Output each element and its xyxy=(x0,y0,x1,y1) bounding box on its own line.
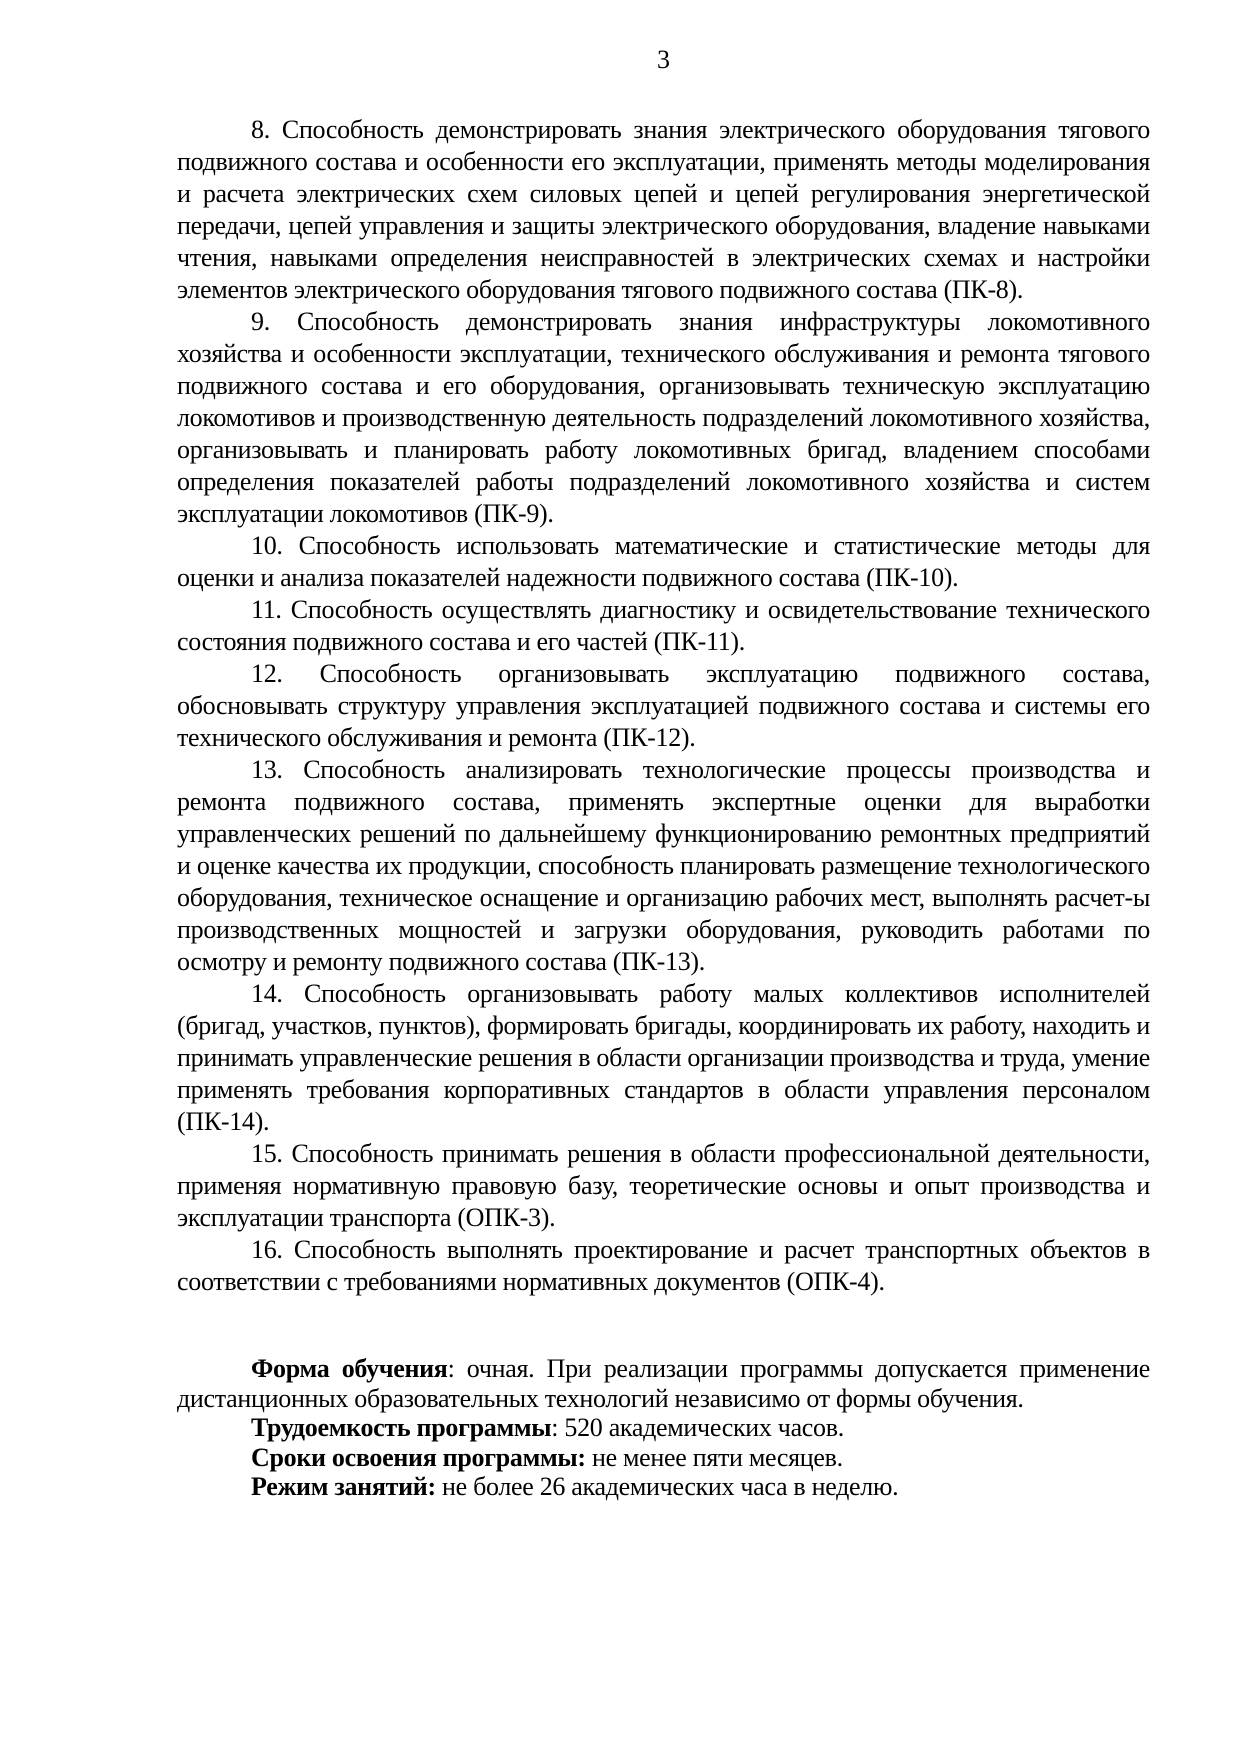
info-duration-text: не менее пяти месяцев. xyxy=(585,1442,843,1472)
paragraph-competency-pk8: 8. Способность демонстрировать знания электрического оборудования тягового подвижного состава и особенности его эксплуатации, применять методы моделирования и расчета электрических схем силовых цепей и цепей регулирования энергетической передачи, цепей управления и защиты электрического оборудования, владение навыками чтения, навыками определения неисправностей в электрических схемах и настройки элементов электрического оборудования тягового подвижного состава (ПК-8). xyxy=(177,115,1150,304)
paragraph-competency-pk9: 9. Способность демонстрировать знания инфраструктуры локомотивного хозяйства и особенности эксплуатации, технического обслуживания и ремонта тягового подвижного состава и его оборудования, организовывать техническую эксплуатацию локомотивов и производственную деятельность подразделений локомотивного хозяйства, организовывать и планировать работу локомотивных бригад, владением способами определения показателей работы подразделений локомотивного хозяйства и систем эксплуатации локомотивов (ПК-9). xyxy=(177,307,1150,528)
text-column xyxy=(177,0,1150,1502)
paragraph-competency-pk10: 10. Способность использовать математические и статистические методы для оценки и анализа показателей надежности подвижного состава (ПК-10). xyxy=(177,531,1150,592)
info-workload xyxy=(177,1413,1150,1443)
info-duration-label: Сроки освоения программы: xyxy=(251,1442,586,1472)
info-schedule-text: не более 26 академических часа в неделю. xyxy=(435,1472,899,1501)
paragraph-competency-pk12: 12. Способность организовывать эксплуатацию подвижного состава, обосновывать структуру управления эксплуатацией подвижного состава и системы его технического обслуживания и ремонта (ПК-12). xyxy=(177,659,1150,752)
paragraph-competency-pk14: 14. Способность организовывать работу малых коллективов исполнителей (бригад, участков, пунктов), формировать бригады, координировать их работу, находить и принимать управленческие решения в области организации производства и труда, умение применять требования корпоративных стандартов в области управления персоналом (ПК-14). xyxy=(177,979,1150,1136)
program-info-block xyxy=(177,1354,1150,1502)
info-form-of-study xyxy=(177,1354,1150,1413)
info-workload-text: : 520 академических часов. xyxy=(551,1413,844,1442)
page-number: 3 xyxy=(657,45,670,74)
paragraph-competency-pk11: 11. Способность осуществлять диагностику и освидетельствование технического состояния подвижного состава и его частей (ПК-11). xyxy=(177,595,1150,656)
paragraph-competency-opk3: 15. Способность принимать решения в области профессиональной деятельности, применяя нормативную правовую базу, теоретические основы и опыт производства и эксплуатации транспорта (ОПК-3). xyxy=(177,1139,1150,1232)
info-schedule-label: Режим занятий: xyxy=(251,1472,436,1501)
info-form-of-study-label: Форма обучения xyxy=(251,1354,448,1383)
paragraph-competency-pk13: 13. Способность анализировать технологические процессы производства и ремонта подвижного состава, применять экспертные оценки для выработки управленческих решений по дальнейшему функционированию ремонтных предприятий и оценке качества их продукции, способность планировать размещение технологического оборудования, техническое оснащение и организацию рабочих мест, выполнять расчет-ы производственных мощностей и загрузки оборудования, руководить работами по осмотру и ремонту подвижного состава (ПК-13). xyxy=(177,755,1150,976)
info-duration xyxy=(177,1443,1150,1473)
info-schedule xyxy=(177,1472,1150,1502)
info-form-of-study-text: : очная. При реализации программы допускается применение дистанционных образовательных технологий независимо от формы обучения. xyxy=(177,1354,1150,1413)
info-workload-label: Трудоемкость программы xyxy=(251,1413,552,1442)
paragraph-competency-opk4: 16. Способность выполнять проектирование и расчет транспортных объектов в соответствии с требованиями нормативных документов (ОПК-4). xyxy=(177,1235,1150,1296)
competency-list xyxy=(177,114,1150,1298)
